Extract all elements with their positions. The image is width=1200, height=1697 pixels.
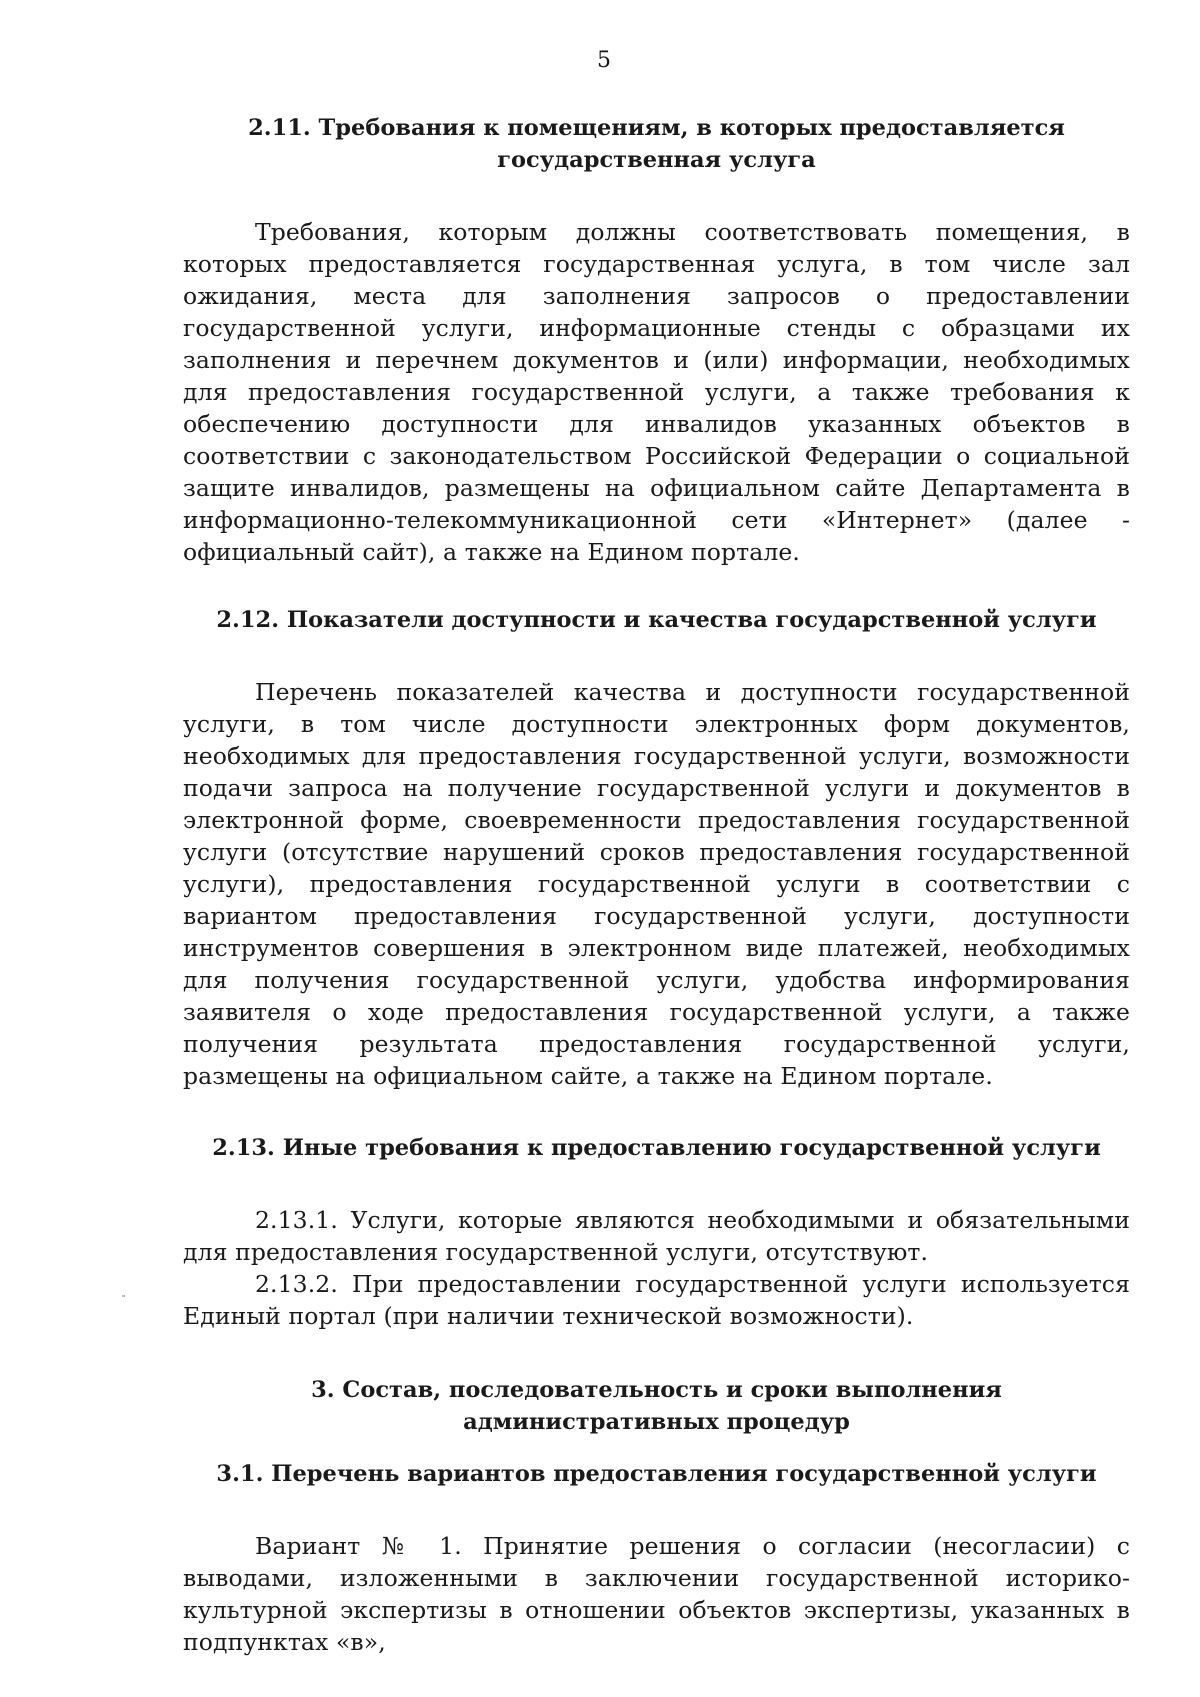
page-number: 5 [597,48,611,73]
scan-artifact-mark [122,1295,125,1297]
variant-1-paragraph: Вариант № 1. Принятие решения о согласии (несогласии) с выводами, изложенными в заключении государственной историко-культурной экспертизы в отношении объектов экспертизы, указанных в подпунктах «в», [183,1532,1130,1656]
section-3-heading: 3. Состав, последовательность и сроки выполнения административных процедур [311,1377,1002,1435]
section-2-13-heading: 2.13. Иные требования к предоставлению государственной услуги [212,1135,1101,1161]
section-3-1-heading: 3.1. Перечень вариантов предоставления государственной услуги [216,1461,1097,1487]
section-2-12-paragraph: Перечень показателей качества и доступности государственной услуги, в том числе доступности электронных форм документов, необходимых для предоставления государственной услуги, возможности подачи запроса на получение государственной услуги и документов в электронной форме, своевременности предоставления государственной услуги (отсутствие нарушений сроков предоставления государственной услуги), предоставления государственной услуги в соответствии с вариантом предоставления государственной услуги, доступности инструментов совершения в электронном виде платежей, необходимых для получения государственной услуги, удобства информирования заявителя о ходе предоставления государственной услуги, а также получения результата предоставления государственной услуги, размещены на официальном сайте, а также на Едином портале. [183,678,1130,1090]
section-2-13-2-paragraph: 2.13.2. При предоставлении государственной услуги используется Единый портал (при наличии технической возможности). [183,1270,1130,1330]
section-2-13-1-paragraph: 2.13.1. Услуги, которые являются необходимыми и обязательными для предоставления государственной услуги, отсутствуют. [183,1206,1130,1266]
page-content [183,100,1130,1658]
section-2-11-paragraph: Требования, которым должны соответствовать помещения, в которых предоставляется государственная услуга, в том числе зал ожидания, места для заполнения запросов о предоставлении государственной услуги, информационные стенды с образцами их заполнения и перечнем документов и (или) информации, необходимых для предоставления государственной услуги, а также требования к обеспечению доступности для инвалидов указанных объектов в соответствии с законодательством Российской Федерации о социальной защите инвалидов, размещены на официальном сайте Департамента в информационно-телекоммуникационной сети «Интернет» (далее - официальный сайт), а также на Едином портале. [183,218,1130,566]
section-2-11-heading: 2.11. Требования к помещениям, в которых предоставляется государственная услуга [248,115,1065,173]
section-2-12-heading: 2.12. Показатели доступности и качества государственной услуги [216,607,1097,633]
